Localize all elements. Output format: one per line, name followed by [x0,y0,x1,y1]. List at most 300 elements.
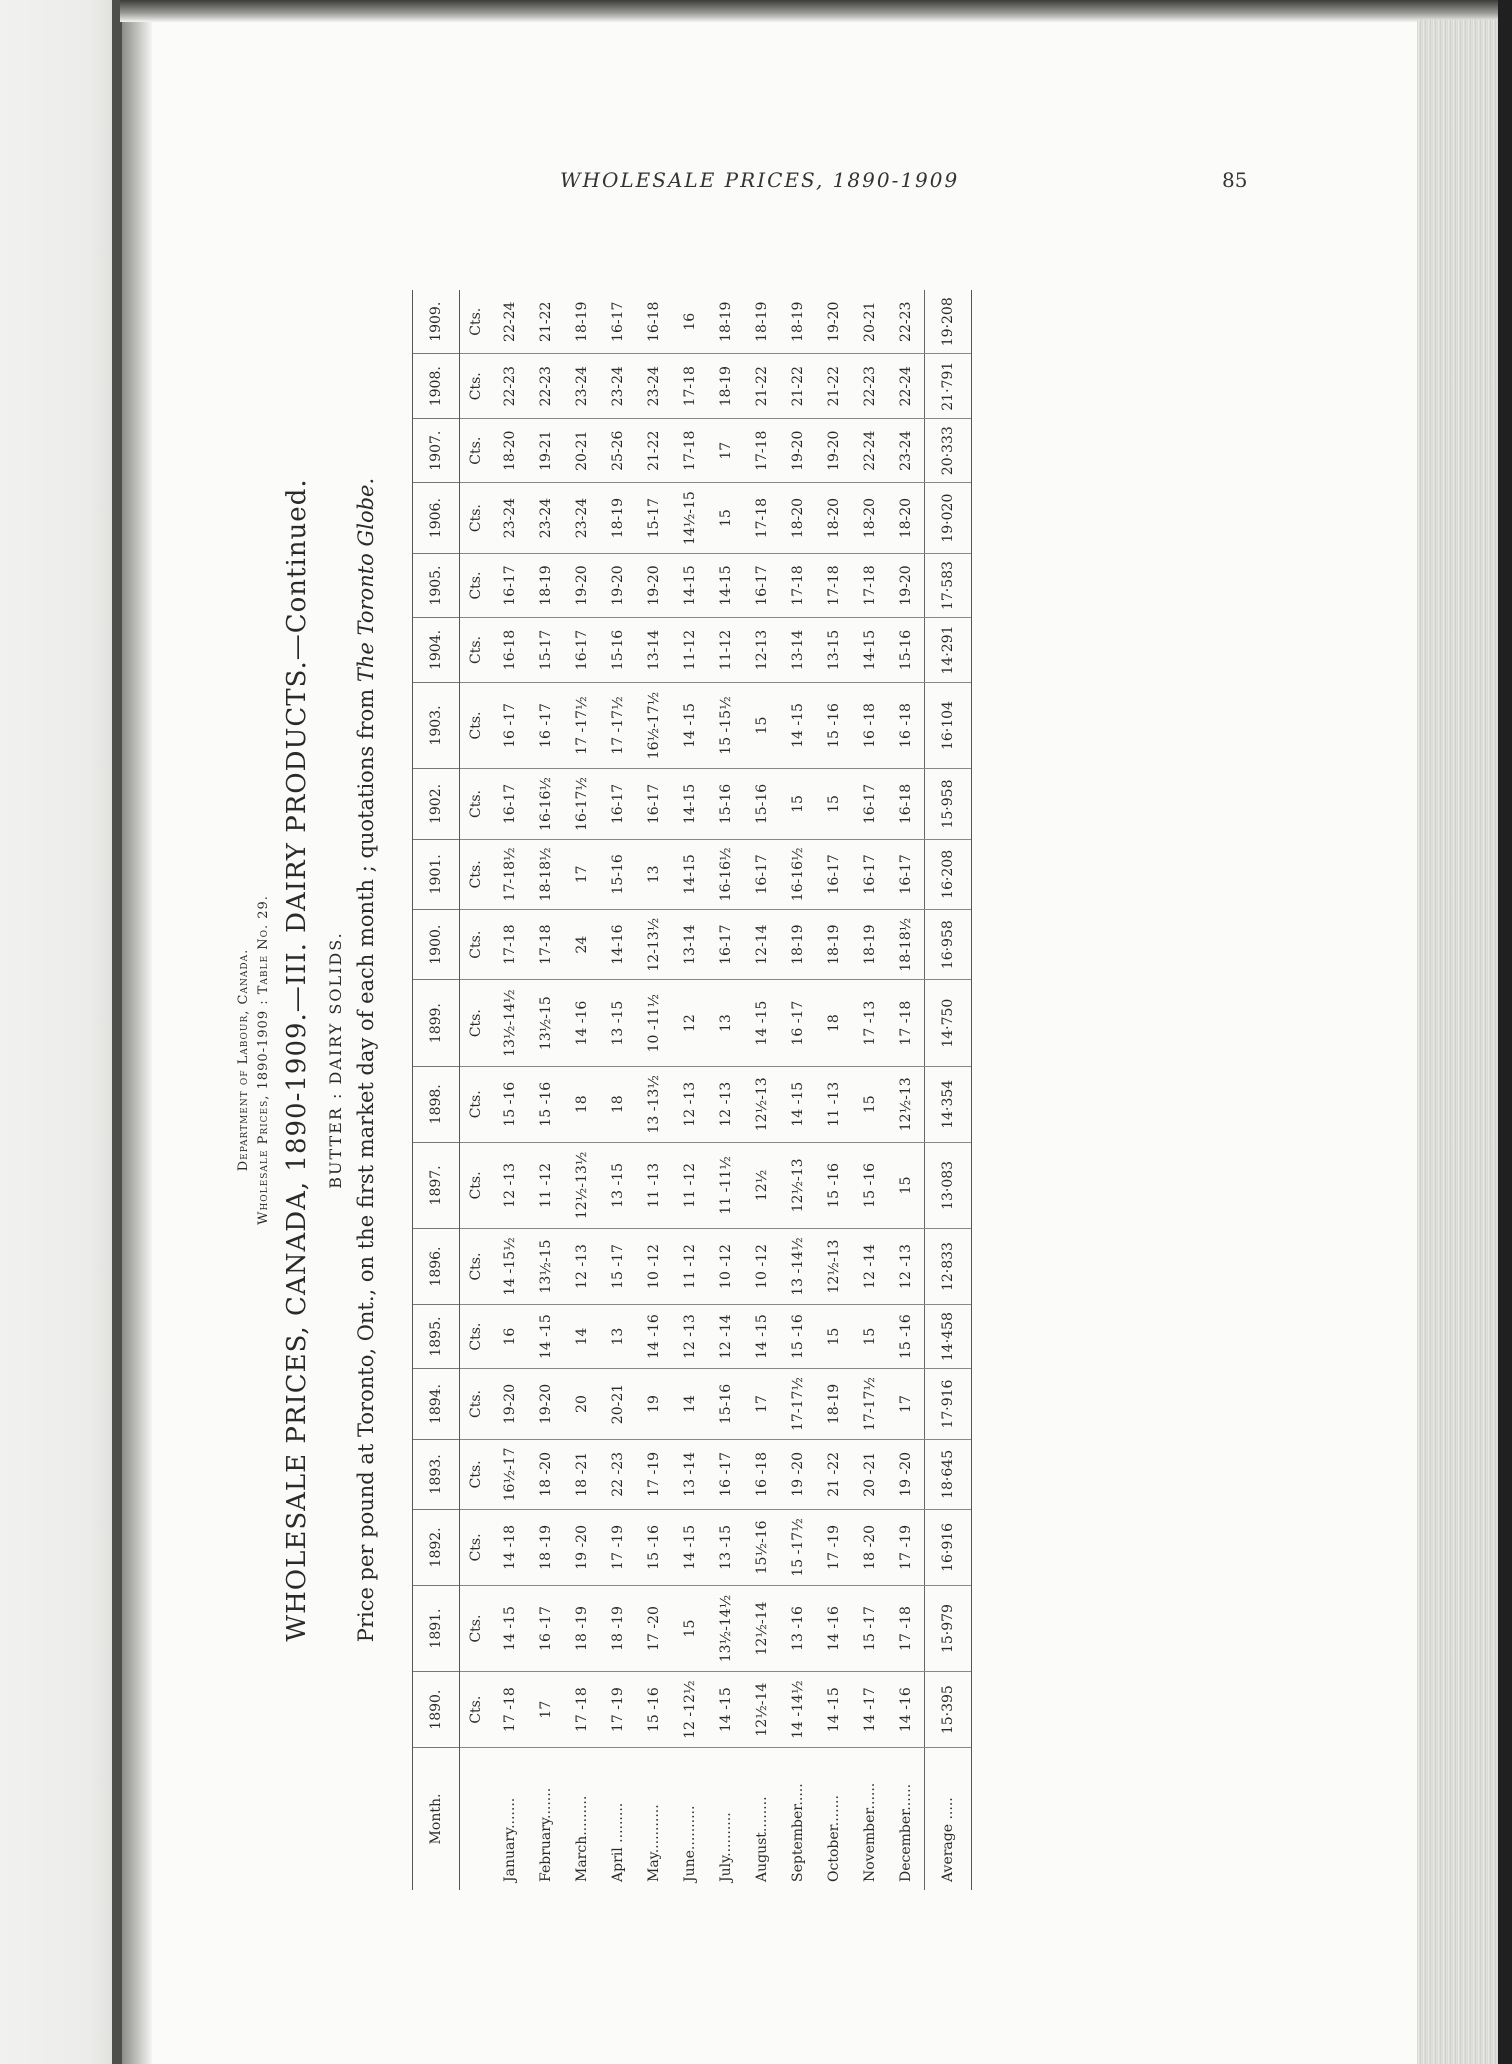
price-cell: 15 [672,1585,708,1672]
price-cell: 17 [708,418,744,482]
price-cell: 17 -19 [816,1510,852,1586]
price-cell: 23-24 [528,483,564,553]
rotated-table-page [226,220,1186,1900]
price-cell: 13 [636,839,672,909]
table-row [780,290,816,1890]
average-cell: 14·458 [925,1304,972,1368]
price-cell: 18-20 [852,483,888,553]
price-cell: 21-22 [636,418,672,482]
price-cell: 12 -12½ [672,1672,708,1748]
price-cell: 13 -14 [672,1439,708,1509]
price-cell: 18-19 [780,290,816,354]
price-cell: 17-18 [528,910,564,980]
price-cell: 11 -11½ [708,1142,744,1229]
price-cell: 14-15 [852,618,888,682]
price-cell: 15-16 [888,618,925,682]
month-column-header: Month. [413,1748,460,1891]
unit-cell: Cts. [460,354,493,418]
price-cell: 12 -13 [492,1142,528,1229]
price-cell: 22-23 [492,354,528,418]
average-cell: 17·583 [925,553,972,617]
price-cell: 17 [888,1369,925,1439]
price-cell: 16-17 [564,618,600,682]
price-cell: 16-16½ [528,769,564,839]
price-cell: 16½-17½ [636,682,672,769]
price-cell: 19-20 [816,290,852,354]
price-cell: 14 -18 [492,1510,528,1586]
unit-cell: Cts. [460,682,493,769]
price-cell: 17 -17½ [564,682,600,769]
price-cell: 14 -15 [744,980,780,1067]
table-subtitle: BUTTER : DAIRY SOLIDS. [326,931,345,1189]
price-cell: 15-16 [708,1369,744,1439]
year-column-header: 1905. [413,553,460,617]
price-cell: 13½-15 [528,1229,564,1305]
price-cell: 12-13½ [636,910,672,980]
unit-row [460,290,493,1890]
price-cell: 16-17 [492,769,528,839]
unit-cell: Cts. [460,418,493,482]
butter-prices-table [412,290,972,1890]
average-cell: 16·958 [925,910,972,980]
unit-cell: Cts. [460,769,493,839]
price-cell: 16-17 [600,290,636,354]
price-cell: 23-24 [492,483,528,553]
year-column-header: 1893. [413,1439,460,1509]
price-cell: 17 -19 [636,1439,672,1509]
price-cell: 14 -15½ [492,1229,528,1305]
price-cell: 15 [888,1142,925,1229]
price-cell: 15 -17 [852,1585,888,1672]
average-row [925,290,972,1890]
price-cell: 18-19 [600,483,636,553]
price-cell: 16 [492,1304,528,1368]
price-cell: 15 [852,1304,888,1368]
month-label: March......... [574,1795,590,1882]
series-line: Wholesale Prices, 1890-1909 : Table No. 29. [256,895,271,1225]
price-cell: 17-18 [744,418,780,482]
department-line: Department of Labour, Canada. [236,948,251,1172]
price-cell: 12½-13 [780,1142,816,1229]
average-cell: 15·395 [925,1672,972,1748]
price-cell: 17-18 [672,418,708,482]
price-cell: 12-13 [744,618,780,682]
price-cell: 14 -16 [888,1672,925,1748]
price-cell: 11 -12 [672,1142,708,1229]
price-cell: 16-17 [600,769,636,839]
price-cell: 16-16½ [780,839,816,909]
price-cell: 19-20 [564,553,600,617]
price-cell: 16-17 [888,839,925,909]
year-column-header: 1895. [413,1304,460,1368]
page-top-edge [120,0,1512,22]
month-label: April ......... [610,1802,626,1882]
price-cell: 18 -19 [564,1585,600,1672]
price-cell: 14 [672,1369,708,1439]
price-cell: 19-20 [780,418,816,482]
price-cell: 14-16 [600,910,636,980]
price-cell: 21-22 [528,290,564,354]
price-cell: 16-17 [852,769,888,839]
unit-cell: Cts. [460,1439,493,1509]
price-cell: 14 -15 [780,1066,816,1142]
price-cell: 14 -15 [708,1672,744,1748]
year-column-header: 1899. [413,980,460,1067]
price-cell: 20 -21 [852,1439,888,1509]
price-cell: 14-15 [672,769,708,839]
unit-cell: Cts. [460,1510,493,1586]
price-cell: 24 [564,910,600,980]
price-cell: 18 [564,1066,600,1142]
unit-row-blank [460,1748,493,1891]
price-cell: 17 -18 [492,1672,528,1748]
price-cell: 13 -16 [780,1585,816,1672]
price-cell: 17-18 [672,354,708,418]
price-cell: 20-21 [852,290,888,354]
price-cell: 18-19 [528,553,564,617]
page-number: 85 [1222,168,1248,192]
price-cell: 17-18 [816,553,852,617]
unit-cell: Cts. [460,1369,493,1439]
unit-cell: Cts. [460,1066,493,1142]
price-cell: 15 -16 [492,1066,528,1142]
price-cell: 16 -17 [708,1439,744,1509]
unit-cell: Cts. [460,290,493,354]
price-cell: 14-15 [708,553,744,617]
price-cell: 19 [636,1369,672,1439]
price-cell: 12 -13 [564,1229,600,1305]
price-cell: 15-16 [600,839,636,909]
table-row [816,290,852,1890]
price-cell: 16-17 [492,553,528,617]
price-cell: 12½-13 [888,1066,925,1142]
price-cell: 16 -17 [528,682,564,769]
price-cell: 17-18½ [492,839,528,909]
price-cell: 21-22 [780,354,816,418]
price-cell: 14 [564,1304,600,1368]
price-cell: 15 [708,483,744,553]
average-cell: 21·791 [925,354,972,418]
year-column-header: 1891. [413,1585,460,1672]
price-cell: 14-15 [672,553,708,617]
price-cell: 15-16 [708,769,744,839]
price-cell: 12 -13 [672,1304,708,1368]
unit-cell: Cts. [460,618,493,682]
price-cell: 14 -15 [780,682,816,769]
price-cell: 15 -15½ [708,682,744,769]
unit-cell: Cts. [460,1585,493,1672]
price-cell: 22-23 [852,354,888,418]
price-cell: 18-19 [708,290,744,354]
price-cell: 18-19 [708,354,744,418]
price-cell: 19-20 [888,553,925,617]
price-cell: 12½-13½ [564,1142,600,1229]
unit-cell: Cts. [460,1672,493,1748]
price-cell: 23-24 [564,483,600,553]
price-cell: 14 -15 [816,1672,852,1748]
price-cell: 17-17½ [780,1369,816,1439]
table-row [600,290,636,1890]
price-cell: 12 [672,980,708,1067]
unit-cell: Cts. [460,980,493,1067]
price-cell: 17 -18 [888,980,925,1067]
price-cell: 18-19 [564,290,600,354]
price-cell: 21-22 [744,354,780,418]
price-cell: 16½-17 [492,1439,528,1509]
year-column-header: 1897. [413,1142,460,1229]
price-cell: 14½-15 [672,483,708,553]
price-cell: 14 -16 [636,1304,672,1368]
price-cell: 13-14 [636,618,672,682]
price-cell: 12-14 [744,910,780,980]
unit-cell: Cts. [460,1142,493,1229]
price-cell: 15-17 [636,483,672,553]
price-cell: 19-20 [492,1369,528,1439]
table-row [888,290,925,1890]
table-title: WHOLESALE PRICES, CANADA, 1890-1909.—III. DAIRY PRODUCTS.—Continued. [282,478,312,1642]
price-cell: 15 -16 [852,1142,888,1229]
price-cell: 13 -15 [600,1142,636,1229]
price-cell: 16 -17 [528,1585,564,1672]
price-cell: 15-16 [744,769,780,839]
year-column-header: 1894. [413,1369,460,1439]
price-cell: 21 -22 [816,1439,852,1509]
price-cell: 15 [744,682,780,769]
price-cell: 17-17½ [852,1369,888,1439]
price-cell: 13 [708,980,744,1067]
price-cell: 16 -17 [492,682,528,769]
year-column-header: 1898. [413,1066,460,1142]
price-cell: 18-19 [744,290,780,354]
table-row [708,290,744,1890]
year-column-header: 1900. [413,910,460,980]
price-cell: 16 -17 [780,980,816,1067]
price-cell: 16-17 [744,839,780,909]
price-cell: 18-18½ [528,839,564,909]
table-row [672,290,708,1890]
price-cell: 17-18 [744,483,780,553]
price-cell: 11 -12 [672,1229,708,1305]
average-cell: 17·916 [925,1369,972,1439]
average-cell: 16·916 [925,1510,972,1586]
price-cell: 13-15 [816,618,852,682]
price-cell: 14-15 [672,839,708,909]
price-cell: 20 [564,1369,600,1439]
unit-cell: Cts. [460,1229,493,1305]
average-cell: 15·979 [925,1585,972,1672]
price-cell: 14 -15 [528,1304,564,1368]
year-column-header: 1890. [413,1672,460,1748]
price-cell: 12½-14 [744,1672,780,1748]
price-cell: 18 -19 [600,1585,636,1672]
price-cell: 14 -15 [672,1510,708,1586]
price-cell: 11-12 [672,618,708,682]
average-cell: 18·645 [925,1439,972,1509]
price-cell: 10 -11½ [636,980,672,1067]
average-cell: 15·958 [925,769,972,839]
price-cell: 19-20 [600,553,636,617]
average-cell: 14·750 [925,980,972,1067]
price-cell: 15-17 [528,618,564,682]
price-cell: 19 -20 [780,1439,816,1509]
price-cell: 16-17 [744,553,780,617]
price-cell: 13-14 [780,618,816,682]
average-cell: 19·208 [925,290,972,354]
price-cell: 23-24 [564,354,600,418]
price-cell: 12½-13 [744,1066,780,1142]
price-cell: 16-17 [816,839,852,909]
unit-cell: Cts. [460,1304,493,1368]
month-label: January....... [502,1797,518,1882]
table-row [492,290,528,1890]
price-cell: 18 [600,1066,636,1142]
average-cell: 20·333 [925,418,972,482]
price-cell: 12 -13 [888,1229,925,1305]
price-cell: 18-20 [492,418,528,482]
price-cell: 13½-14½ [708,1585,744,1672]
price-cell: 10 -12 [708,1229,744,1305]
month-label: September..... [790,1783,806,1882]
book-spine [112,0,122,2064]
price-cell: 17-18 [492,910,528,980]
price-cell: 13 -13½ [636,1066,672,1142]
price-cell: 16-18 [888,769,925,839]
price-cell: 22-23 [888,290,925,354]
average-cell: 16·208 [925,839,972,909]
year-column-header: 1901. [413,839,460,909]
price-cell: 23-24 [888,418,925,482]
price-cell: 15-16 [600,618,636,682]
month-label: October....... [826,1795,842,1882]
price-cell: 23-24 [636,354,672,418]
price-cell: 15 -16 [888,1304,925,1368]
price-cell: 20-21 [564,418,600,482]
price-cell: 13 -15 [708,1510,744,1586]
scan-border [1498,0,1512,2064]
price-cell: 18-19 [780,910,816,980]
price-cell: 17-18 [780,553,816,617]
month-label: August........ [754,1796,770,1882]
month-label: December...... [898,1783,914,1882]
average-cell: 19·020 [925,483,972,553]
price-cell: 15 -17 [600,1229,636,1305]
price-cell: 16-17 [708,910,744,980]
year-column-header: 1903. [413,682,460,769]
month-label: July.......... [718,1812,734,1882]
price-cell: 18-19 [852,910,888,980]
price-cell: 14 -17 [852,1672,888,1748]
price-cell: 16-17½ [564,769,600,839]
price-cell: 12½-13 [816,1229,852,1305]
price-cell: 17 [528,1672,564,1748]
average-cell: 12·833 [925,1229,972,1305]
price-cell: 18 -19 [528,1510,564,1586]
price-cell: 12½ [744,1142,780,1229]
price-cell: 11-12 [708,618,744,682]
table-row [564,290,600,1890]
price-cell: 16 -18 [852,682,888,769]
year-header-row [413,290,460,1890]
year-column-header: 1896. [413,1229,460,1305]
price-cell: 16 -18 [888,682,925,769]
month-label: February....... [538,1787,554,1882]
price-cell: 13 [600,1304,636,1368]
price-cell: 13-14 [672,910,708,980]
price-cell: 16 -18 [744,1439,780,1509]
table-row [636,290,672,1890]
average-cell: 13·083 [925,1142,972,1229]
price-cell: 16 [672,290,708,354]
price-cell: 17 -17½ [600,682,636,769]
price-cell: 15 -16 [528,1066,564,1142]
unit-cell: Cts. [460,553,493,617]
price-cell: 17 [564,839,600,909]
running-head: WHOLESALE PRICES, 1890-1909 [560,168,960,192]
price-cell: 15½-16 [744,1510,780,1586]
month-label: May........... [646,1804,662,1882]
price-cell: 22-23 [528,354,564,418]
price-cell: 18 [816,980,852,1067]
price-cell: 11 -13 [636,1142,672,1229]
month-label: November...... [862,1782,878,1882]
price-cell: 22-24 [492,290,528,354]
price-cell: 23-24 [600,354,636,418]
price-cell: 14 -15 [672,682,708,769]
price-cell: 17 -18 [888,1585,925,1672]
price-cell: 17 -19 [888,1510,925,1586]
price-cell: 15 -17½ [780,1510,816,1586]
price-cell: 17 -13 [852,980,888,1067]
price-cell: 17 -20 [636,1585,672,1672]
price-cell: 12 -14 [852,1229,888,1305]
price-cell: 18-20 [780,483,816,553]
price-cell: 13½-14½ [492,980,528,1067]
unit-cell: Cts. [460,483,493,553]
table-caption [354,220,378,1900]
price-cell: 11 -12 [528,1142,564,1229]
price-cell: 19-20 [528,1369,564,1439]
price-cell: 13 -14½ [780,1229,816,1305]
year-column-header: 1892. [413,1510,460,1586]
gutter-shadow [122,0,152,2064]
average-cell: 14·291 [925,618,972,682]
price-cell: 18-20 [888,483,925,553]
price-cell: 22-24 [888,354,925,418]
price-cell: 15 -16 [816,1142,852,1229]
price-cell: 19-21 [528,418,564,482]
year-column-header: 1906. [413,483,460,553]
price-cell: 15 -16 [780,1304,816,1368]
price-cell: 17 -18 [564,1672,600,1748]
price-cell: 16-18 [492,618,528,682]
year-column-header: 1902. [413,769,460,839]
year-column-header: 1908. [413,354,460,418]
price-cell: 15 [816,769,852,839]
price-cell: 18-18½ [888,910,925,980]
price-cell: 17 -19 [600,1510,636,1586]
table-row [528,290,564,1890]
average-label: Average ..... [925,1748,972,1891]
year-column-header: 1904. [413,618,460,682]
price-cell: 14 -15 [492,1585,528,1672]
table-row [744,290,780,1890]
price-cell: 10 -12 [744,1229,780,1305]
price-cell: 12 -13 [708,1066,744,1142]
price-cell: 12 -14 [708,1304,744,1368]
price-cell: 18-20 [816,483,852,553]
price-cell: 19-20 [636,553,672,617]
unit-cell: Cts. [460,839,493,909]
